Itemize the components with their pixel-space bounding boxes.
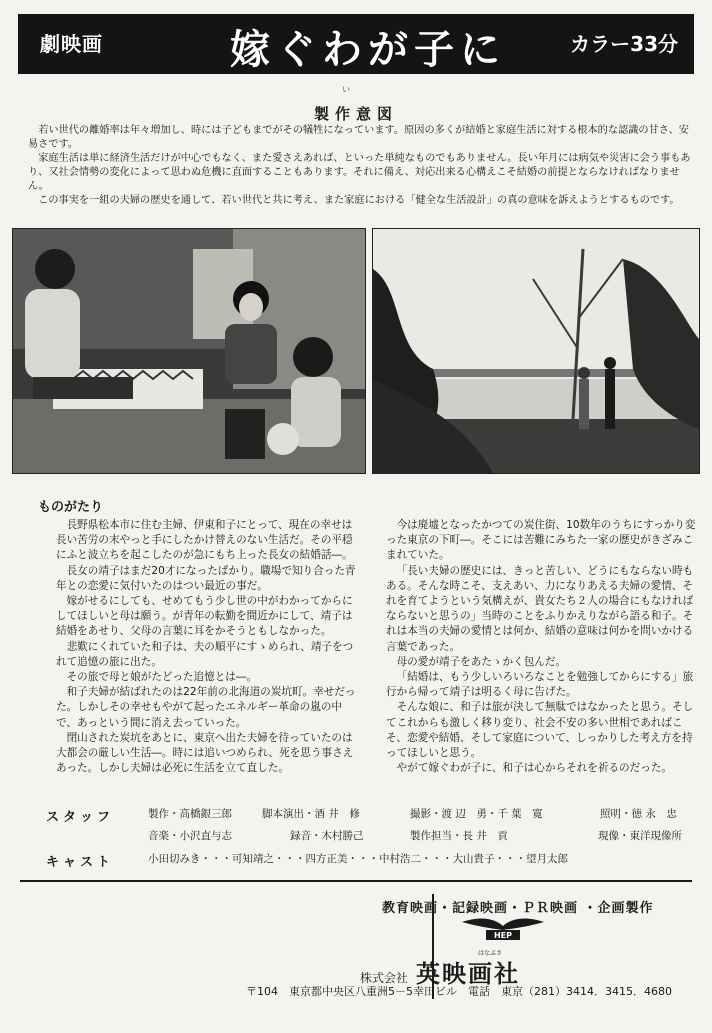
staff-credit: 撮影・渡 辺 勇・千 葉 寛 xyxy=(410,808,543,820)
intent-paragraph: この事実を一組の夫婦の歴史を通して、若い世代と共に考え、また家庭における「健全な生活設計」の真の意味を訴えようとするものです。 xyxy=(38,195,680,206)
staff-credit: 製作担当・長 井 貢 xyxy=(410,830,508,842)
staff-credit: 音楽・小沢直与志 xyxy=(148,830,232,842)
story-paragraph: 悲歎にくれていた和子は、夫の順平にすゝめられ、靖子をつれて追憶の旅に出た。 xyxy=(56,640,354,668)
story-paragraph: 長野県松本市に住む主婦、伊東和子にとって、現在の幸せは長い苦労の末やっと手にしたかけ替えのない生活だ。その平穏にふと波立ちを起こしたのが急にもち上った長女の結婚話―。 xyxy=(56,519,353,562)
staff-credit: 製作・高橋銀三郎 xyxy=(148,808,232,820)
cast-label: キャスト xyxy=(46,855,115,870)
duration-label: カラー33分 xyxy=(570,32,678,56)
story-paragraph: 閉山された炭坑をあとに、東京へ出た夫婦を待っていたのは大都会の厳しい生活―。時には追いつめられ、死を思う事さえあった。しかし夫婦は必死に生活を立て直した。 xyxy=(56,731,354,775)
staff-credit: 録音・木村勝己 xyxy=(290,830,364,842)
title-banner xyxy=(18,14,694,74)
story-paragraph: その旅で母と娘がたどった追憶とは―。 xyxy=(66,671,258,684)
story-paragraph: 今は廃墟となったかつての炭住街、10数年のうちにすっかり変った東京の下町―。そこには苦難にみちた一家の歴史がきざみこまれていた。 xyxy=(386,519,696,562)
intent-heading: 製作意図 xyxy=(313,105,398,123)
story-right-column xyxy=(386,518,698,776)
company-furigana: はなぶさ xyxy=(478,950,503,957)
film-title: 嫁ぐわが子に xyxy=(230,26,506,73)
company-prefix: 株式会社 xyxy=(360,971,409,985)
staff-credit: 現像・東洋現像所 xyxy=(598,830,682,842)
family-photo xyxy=(12,228,366,474)
staff-label: スタッフ xyxy=(46,810,115,825)
lake-photo xyxy=(372,228,700,474)
story-heading: ものがたり xyxy=(38,500,104,515)
staff-credit: 照明・徳 永 忠 xyxy=(600,808,677,820)
company-logo-icon xyxy=(460,914,546,942)
page-mark: い xyxy=(342,85,350,94)
services-line: 教育映画・記録映画・ＰＲ映画 ・企画製作 xyxy=(382,901,654,916)
company-name: 英映画社 xyxy=(416,959,521,988)
story-paragraph: 「結婚は、もう少しいろいろなことを勉強してからにする」旅行から帰って靖子は明るく母に告げた。 xyxy=(386,671,694,699)
intent-text xyxy=(28,124,692,208)
divider xyxy=(20,880,692,882)
story-paragraph: 嫁がせるにしても、せめてもう少し世の中がわかってからにしてほしいと母は願う。が青年の転勤を間近かにして、靖子は結婚をあせり、父母の言葉に耳をかそうともしなかった。 xyxy=(56,595,353,638)
intent-paragraph: 若い世代の離婚率は年々増加し、時には子どもまでがその犠牲になっています。原因の多くが結婚と家庭生活に対する根本的な認識の甘さ、安易さです。 xyxy=(28,125,689,150)
story-paragraph: そんな娘に、和子は旅が決して無駄ではなかったと思う。そしてこれからも激しく移り変り、社会不安の多い世相であればこそ、恋愛や結婚、そして家庭について、しっかりした考え方を持ってほしいと思う。 xyxy=(386,701,694,760)
logo-text: HEP xyxy=(493,931,513,940)
story-paragraph: 「長い夫婦の歴史には、きっと苦しい、どうにもならない時もある。そんな時こそ、支えあい、力になりあえる夫婦の愛情、それを育てようという気構えが、貴女たち２人の場合にもなければならないと思うの」当時のことをふりかえりながら語る和子。それは本当の夫婦の愛情とは何か、結婚の意味は何かを問いかける言葉であった。 xyxy=(386,564,694,653)
story-paragraph: 長女の靖子はまだ20才になったばかり。職場で知り合った青年との恋愛に気付いたのはつい最近の事だ。 xyxy=(56,564,356,592)
story-paragraph: やがて嫁ぐわが子に、和子は心からそれを祈るのだった。 xyxy=(396,762,673,775)
staff-credit: 脚本演出・酒 井 修 xyxy=(262,808,360,820)
story-paragraph: 和子夫婦が結ばれたのは22年前の北海道の炭坑町。幸せだった。しかしその幸せもやがて起ったエネルギー革命の嵐の中で、あっという間に消え去っていった。 xyxy=(56,686,356,729)
genre-label: 劇映画 xyxy=(40,32,103,56)
story-left-column xyxy=(56,518,356,776)
story-paragraph: 母の愛が靖子をあたゝかく包んだ。 xyxy=(396,655,567,668)
intent-paragraph: 家庭生活は単に経済生活だけが中心でもなく、また愛さえあれば、といった単純なものでもありません。長い年月には病気や災害に会う事もあり、又社会情勢の変化によって思わぬ危機に直面することもあります。それに備え、対応出来る心構えこそ結婚の前提とならなければなりません。 xyxy=(28,153,691,192)
cast-credit: 小田切みき・・・可知靖之・・・四方正美・・・中村浩二・・・大山貴子・・・望月太郎 xyxy=(148,853,568,865)
company-address: 〒104 東京都中央区八重洲5－5幸田ビル 電話 東京（281）3414．3415．4680 xyxy=(246,985,672,998)
